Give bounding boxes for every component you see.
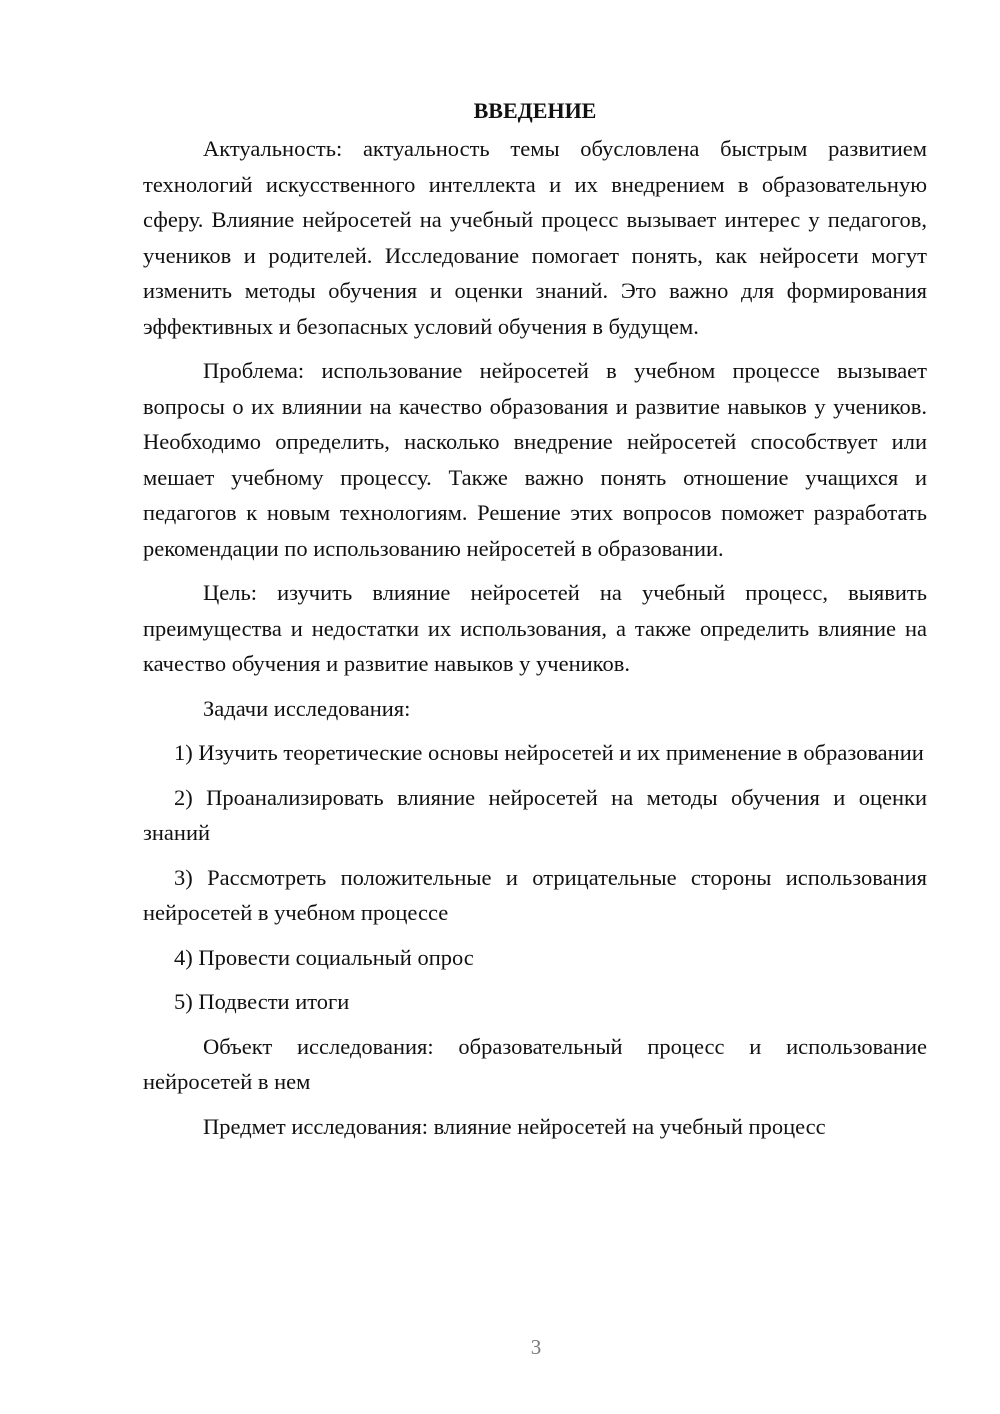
paragraph-object: Объект исследования: образовательный процесс и использование нейросетей в нем bbox=[143, 1033, 927, 1094]
page-number: 3 bbox=[530, 1335, 542, 1359]
paragraph-goal: Цель: изучить влияние нейросетей на учебный процесс, выявить преимущества и недостатки их использования, а также определить влияние на качество обучения и развитие навыков у учеников. bbox=[143, 580, 927, 676]
paragraph-problem: Проблема: использование нейросетей в учебном процессе вызывает вопросы о их влиянии на качество образования и развитие навыков у учеников. Необходимо определить, насколько внедрение нейросетей способствует или мешает учебному процессу. Также важно понять отношение учащихся и педагогов к новым технологиям. Решение этих вопросов поможет разработать рекомендации по использованию нейросетей в образовании. bbox=[143, 358, 927, 561]
paragraph-relevance: Актуальность: актуальность темы обусловлена быстрым развитием технологий искусственного интеллекта и их внедрением в образовательную сферу. Влияние нейросетей на учебный процесс вызывает интерес у педагогов, учеников и родителей. Исследование помогает понять, как нейросети могут изменить методы обучения и оценки знаний. Это важно для формирования эффективных и безопасных условий обучения в будущем. bbox=[143, 136, 927, 339]
task-item-2: 2) Проанализировать влияние нейросетей на методы обучения и оценки знаний bbox=[143, 784, 927, 845]
task-item-5: 5) Подвести итоги bbox=[174, 989, 350, 1014]
task-item-3: 3) Рассмотреть положительные и отрицательные стороны использования нейросетей в учебном процессе bbox=[143, 864, 927, 925]
task-item-4: 4) Провести социальный опрос bbox=[174, 944, 474, 970]
paragraph-subject: Предмет исследования: влияние нейросетей на учебный процесс bbox=[203, 1113, 826, 1139]
section-heading: ВВЕДЕНИЕ bbox=[473, 98, 597, 123]
paragraph-tasks-heading: Задачи исследования: bbox=[203, 695, 411, 721]
task-item-1: 1) Изучить теоретические основы нейросетей и их применение в образовании bbox=[174, 740, 924, 765]
page-content bbox=[143, 96, 927, 1144]
